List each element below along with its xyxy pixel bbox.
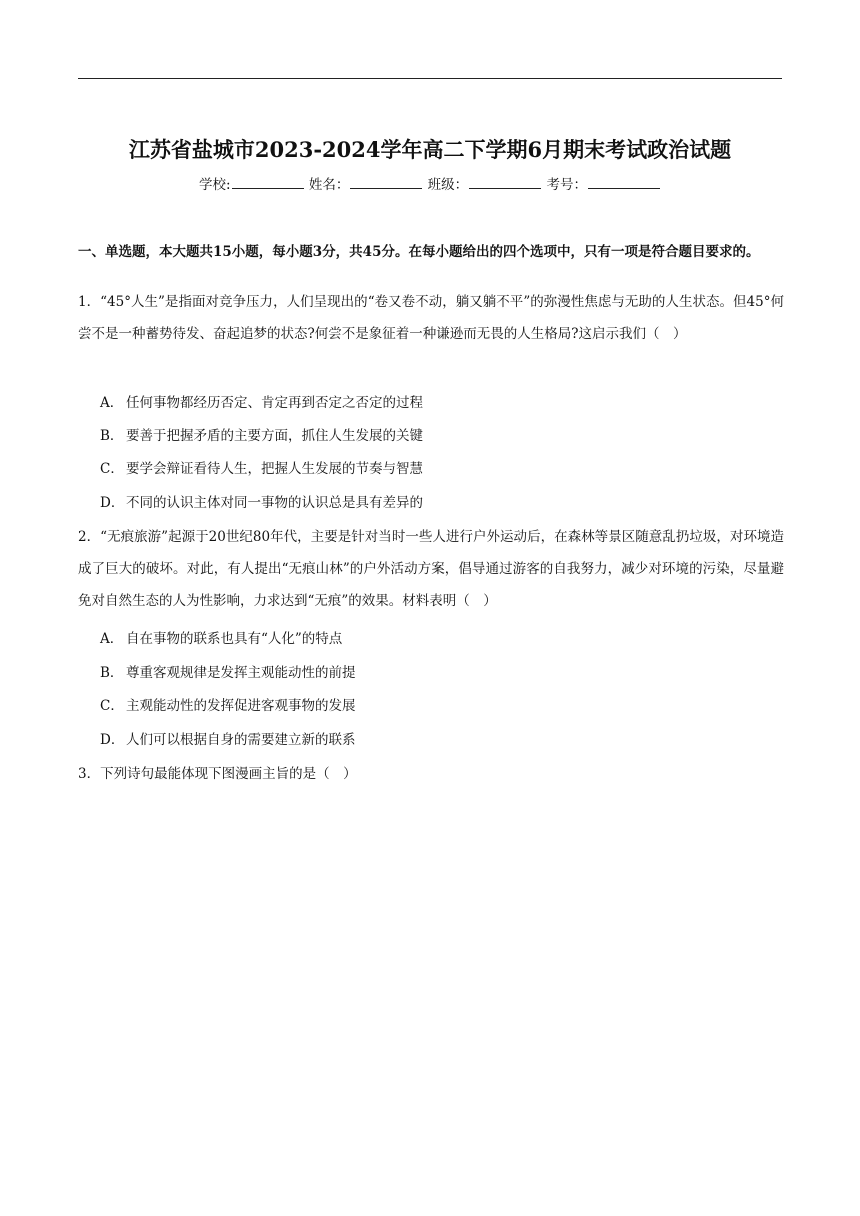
section-heading: 一、单选题，本大题共15小题，每小题3分，共45分。在每小题给出的四个选项中，只有一项是符合题目要求的。 [78,244,760,260]
question-2-option-c[interactable] [100,694,780,718]
question-2-stem: 2．“无痕旅游”起源于20世纪80年代，主要是针对当时一些人进行户外运动后，在森林等景区随意乱扔垃圾，对环境造成了巨大的破坏。对此，有人提出“无痕山林”的户外活动方案，倡导通过游客的自我努力，减少对环境的污染，尽量避免对自然生态的人为性影响，力求达到“无痕”的效果。材料表明（ ） [78,529,784,609]
option-text: 不同的认识主体对同一事物的认识总是具有差异的 [126,495,423,511]
question-2-option-a[interactable] [100,627,780,651]
question-2-option-b[interactable] [100,661,780,685]
question-3-stem: 3．下列诗句最能体现下图漫画主旨的是（ ） [78,766,357,782]
question-2-option-d[interactable] [100,728,780,752]
school-blank[interactable] [232,174,304,189]
question-1-option-c[interactable] [100,457,780,481]
option-letter: A． [100,631,124,647]
option-letter: B． [100,665,124,681]
school-label: 学校: [199,177,231,193]
student-info-line [0,174,860,195]
exam-title: 江苏省盐城市2023-2024学年高二下学期6月期末考试政治试题 [128,137,732,162]
header-rule [78,78,782,79]
option-letter: D． [100,495,125,511]
option-text: 任何事物都经历否定、肯定再到否定之否定的过程 [126,395,423,411]
option-letter: C． [100,461,124,477]
question-1-option-a[interactable] [100,391,780,415]
option-text: 主观能动性的发挥促进客观事物的发展 [126,698,356,714]
option-text: 要学会辩证看待人生，把握人生发展的节奏与智慧 [126,461,423,477]
question-1-option-d[interactable] [100,491,780,515]
question-1-stem: 1．“45°人生”是指面对竞争压力，人们呈现出的“卷又卷不动，躺又躺不平”的弥漫性焦虑与无助的人生状态。但45°何尝不是一种蓄势待发、奋起追梦的状态?何尝不是象征着一种谦逊而无畏的人生格局?这启示我们（ ） [78,294,784,342]
option-letter: C． [100,698,124,714]
number-label: 考号： [546,177,587,193]
option-letter: D． [100,732,125,748]
option-letter: B． [100,428,124,444]
name-label: 姓名： [308,177,350,193]
question-1-option-b[interactable] [100,424,780,448]
option-text: 尊重客观规律是发挥主观能动性的前提 [126,665,356,681]
class-blank[interactable] [469,174,541,189]
number-blank[interactable] [588,174,660,189]
option-text: 要善于把握矛盾的主要方面，抓住人生发展的关键 [126,428,423,444]
option-text: 自在事物的联系也具有“人化”的特点 [126,631,343,647]
class-label: 班级： [427,177,469,193]
option-letter: A． [100,395,124,411]
name-blank[interactable] [350,174,422,189]
option-text: 人们可以根据自身的需要建立新的联系 [126,732,356,748]
